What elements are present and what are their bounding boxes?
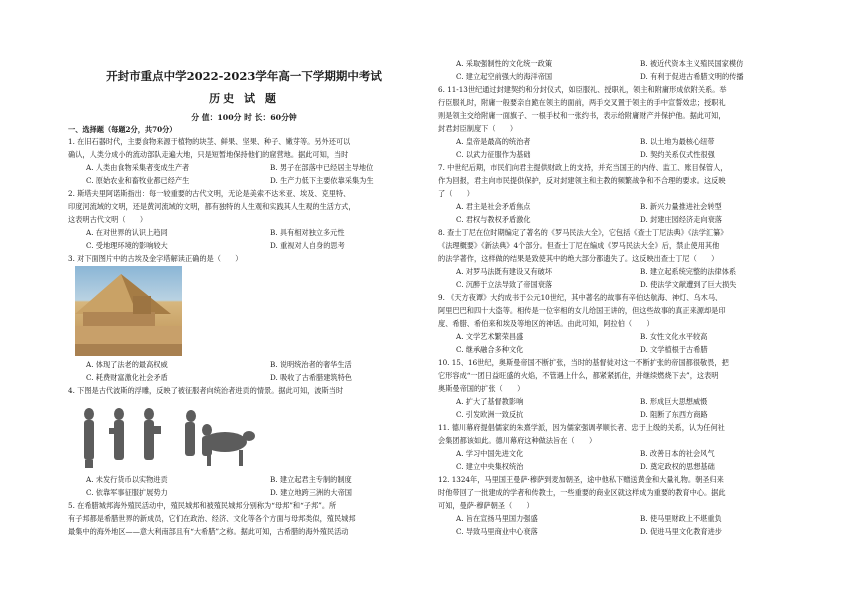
q2-text: 2. 斯塔夫里阿诺斯指出：每一较重要的古代文明，无论是美索不达米亚、埃及、克里特、 [68,189,351,198]
sphinx-pyramid-image [75,266,182,356]
persian-relief-image [75,402,260,472]
q7-option-a[interactable]: A. 君主是社会矛盾焦点 [456,202,531,211]
subject-title: 历史 试 题 [209,92,279,105]
q6-text: 6. 11-13世纪通过封建契约和分封仪式，如臣服礼、授职礼，领主和附庸形成依附关系。举 [438,85,727,94]
q2-option-c[interactable]: C. 受地理环境的影响较大 [86,241,168,250]
q3-option-c[interactable]: C. 耗费财富激化社会矛盾 [86,373,168,382]
q9-option-b[interactable]: B. 女性文化水平较高 [640,332,708,341]
q6-text: 封君封臣制度下（ ） [438,124,518,133]
q10-text: 奥斯曼帝国的扩张（ ） [438,384,525,393]
q7-text: 了（ ） [438,189,474,198]
q12-option-c[interactable]: C. 导致马里商业中心衰落 [456,527,538,536]
q9-text: 度、希腊、希伯来和埃及等地区的神话。由此可知，阿拉伯（ ） [438,319,654,328]
q2-text: 这表明古代文明（ ） [68,215,148,224]
q1-text: 1. 在旧石器时代，主要食物来源于植物的块茎、鲜果、坚果、种子、嫩芽等。另外还可以 [68,137,351,146]
q8-option-a[interactable]: A. 对罗马法既有建设又有破坏 [456,267,553,276]
q11-option-c[interactable]: C. 建立中央集权统治 [456,462,524,471]
q4-option-d[interactable]: D. 建立地跨三洲的大帝国 [270,488,352,497]
q2-option-d[interactable]: D. 重视对人自身的思考 [270,241,345,250]
q2-option-b[interactable]: B. 具有相对独立多元性 [270,228,345,237]
q6-option-d[interactable]: D. 契约关系仅式性很强 [640,150,715,159]
q7-option-b[interactable]: B. 新兴力量推进社会转型 [640,202,722,211]
q6-option-a[interactable]: A. 皇帝是最高的统治者 [456,137,531,146]
q1-option-a[interactable]: A. 人类由食物采集者变成生产者 [86,163,190,172]
q12-option-a[interactable]: A. 旨在宣扬马里国力强盛 [456,514,538,523]
q10-option-c[interactable]: C. 引发欧洲一致反抗 [456,410,524,419]
q4-text: 4. 下图是古代波斯的浮雕，反映了被征服者向统治者进贡的情景。据此可知，波斯当时 [68,386,344,395]
q12-option-d[interactable]: D. 促进马里文化教育进步 [640,527,722,536]
q8-text: 《法理概要》《新法典》4个部分。但查士丁尼在编成《罗马民法大全》后，禁止使用其他 [438,241,720,250]
q3-option-d[interactable]: D. 吸收了古希腊建筑特色 [270,373,352,382]
q1-option-c[interactable]: C. 原始农业和畜牧业都已经产生 [86,176,190,185]
q4-option-c[interactable]: C. 依靠军事征服扩展势力 [86,488,168,497]
q11-option-d[interactable]: D. 奠定政权的思想基础 [640,462,715,471]
score-time: 分 值：100分 时 长：60分钟 [191,113,297,122]
q11-option-b[interactable]: B. 改善日本的社会风气 [640,449,715,458]
q7-option-d[interactable]: D. 封建庄园经济走向衰落 [640,215,722,224]
q2-option-a[interactable]: A. 在对世界的认识上趋同 [86,228,168,237]
q8-text: 8. 查士丁尼在位时期编定了著名的《罗马民法大全》，它包括《查士丁尼法典》《法学汇纂》 [438,228,728,237]
q12-text: 12. 1324年，马里国王曼萨·穆萨到麦加朝圣，途中他私下赠送黄金和大量礼物。朝圣归来 [438,475,724,484]
q1-text: 确认，人类分成小的流动部队走遍大地，只是短暂地保持他们的窟营地。据此可知，当时 [68,150,349,159]
q6-text: 行臣服礼时，附庸一般要亲自跪在领主的面前，两手交叉置于领主的手中宣誓效忠；授职礼 [438,98,726,107]
q9-text: 阿里巴巴和四十大盗等。相传是一位宰相的女儿给国王讲的，但这些故事的真正来源却是印 [438,306,726,315]
q4-option-a[interactable]: A. 未发行货币以实物进贡 [86,475,168,484]
q1-option-d[interactable]: D. 生产力低下主要依靠采集为生 [270,176,374,185]
q5-text: 最集中的海外地区——意大利南部且有“大希腊”之称。据此可知，古希腊的海外殖民活动 [68,527,349,536]
q5-option-d[interactable]: D. 有利于促进古希腊文明的传播 [640,72,744,81]
q11-text: 11. 德川幕府提倡儒家的朱熹学派，因为儒家强调孝顺长者、忠于上级的关系，认为任何社 [438,423,725,432]
q3-text: 3. 对下面图片中的古埃及金字塔解读正确的是（ ） [68,254,243,263]
q7-text: 作为回报，君主向市民提供保护，反对封建领主和主教的频繁战争和不合理的要求。这反映 [438,176,726,185]
q10-text: 10. 15、16世纪，奥斯曼帝国不断扩张，当时的基督徒对这一不断扩张的帝国都很敬畏，把 [438,358,729,367]
q8-option-c[interactable]: C. 沉醉于立法导致了帝国衰落 [456,280,553,289]
q5-option-b[interactable]: B. 被近代资本主义殖民国家模仿 [640,59,744,68]
q4-option-b[interactable]: B. 建立起君主专制的制度 [270,475,352,484]
q3-option-b[interactable]: B. 说明统治者的奢华生活 [270,360,352,369]
q9-option-a[interactable]: A. 文学艺术繁荣昌盛 [456,332,524,341]
q1-option-b[interactable]: B. 男子在部落中已经居主导地位 [270,163,374,172]
q5-option-a[interactable]: A. 采取强制性的文化统一政策 [456,59,553,68]
q12-option-b[interactable]: B. 使马里财政上不堪重负 [640,514,722,523]
q3-option-a[interactable]: A. 体现了法老的最高权威 [86,360,168,369]
q5-option-c[interactable]: C. 建立起空前强大的海洋帝国 [456,72,553,81]
q2-text: 印度河流域的文明，还是黄河流域的文明，都有独特的人生观和实践其人生观的生活方式， [68,202,356,211]
q6-option-b[interactable]: B. 以土地为最核心纽带 [640,137,715,146]
q5-text: 5. 在希腊城邦海外殖民活动中，殖民城邦和被殖民城邦分别称为“母邦”和“子邦”。所 [68,501,337,510]
q10-option-b[interactable]: B. 形成巨大思想威慑 [640,397,708,406]
q6-option-c[interactable]: C. 以武力征服作为基础 [456,150,531,159]
q5-text: 有子邦都是希腊世界的新成员，它们在政治、经济、文化等各个方面与母邦类似，殖民城邦 [68,514,356,523]
q7-option-c[interactable]: C. 君权与教权矛盾激化 [456,215,531,224]
q12-text: 时他带回了一批建成的学者和传教士，一些重要的商业区就这样成为重要的教育中心。据此 [438,488,726,497]
q6-text: 则是领主交给附庸一面旗子、一根手杖和一张约书，表示给附庸财产并保护他。据此可知， [438,111,726,120]
q10-option-d[interactable]: D. 阻断了东西方商路 [640,410,708,419]
q11-option-a[interactable]: A. 学习中国先进文化 [456,449,524,458]
q11-text: 会集团都该如此。德川幕府这种做法旨在（ ） [438,436,597,445]
exam-title: 开封市重点中学2022-2023学年高一下学期期中考试 [106,69,382,83]
q12-text: 可知，曼萨·穆萨朝圣（ ） [438,501,534,510]
q8-option-d[interactable]: D. 使法学文献遭到了巨大损失 [640,280,737,289]
q9-text: 9. 《天方夜谭》大约成书于公元10世纪，其中著名的故事有辛伯达航海、神灯、乌木马、 [438,293,723,302]
q7-text: 7. 中世纪后期，市民们向君主提供财政上的支持，并充当国王的内侍、监工、账目保管人， [438,163,728,172]
q10-option-a[interactable]: A. 扩大了基督教影响 [456,397,524,406]
q9-option-d[interactable]: D. 文学植根于古希腊 [640,345,708,354]
q8-option-b[interactable]: B. 建立起系统完整的法律体系 [640,267,737,276]
q8-text: 的法学著作，这样做的结果是致使其中的绝大部分都遗失了。这反映出查士丁尼（ ） [438,254,719,263]
q10-text: 它形容成“一团日益旺盛的火焰，不管遇上什么，都紧紧抓住，并继续燃烧下去”，这表明 [438,371,719,380]
q9-option-c[interactable]: C. 继承融合多种文化 [456,345,524,354]
section-heading: 一、选择题（每题2分，共70分） [68,125,177,134]
